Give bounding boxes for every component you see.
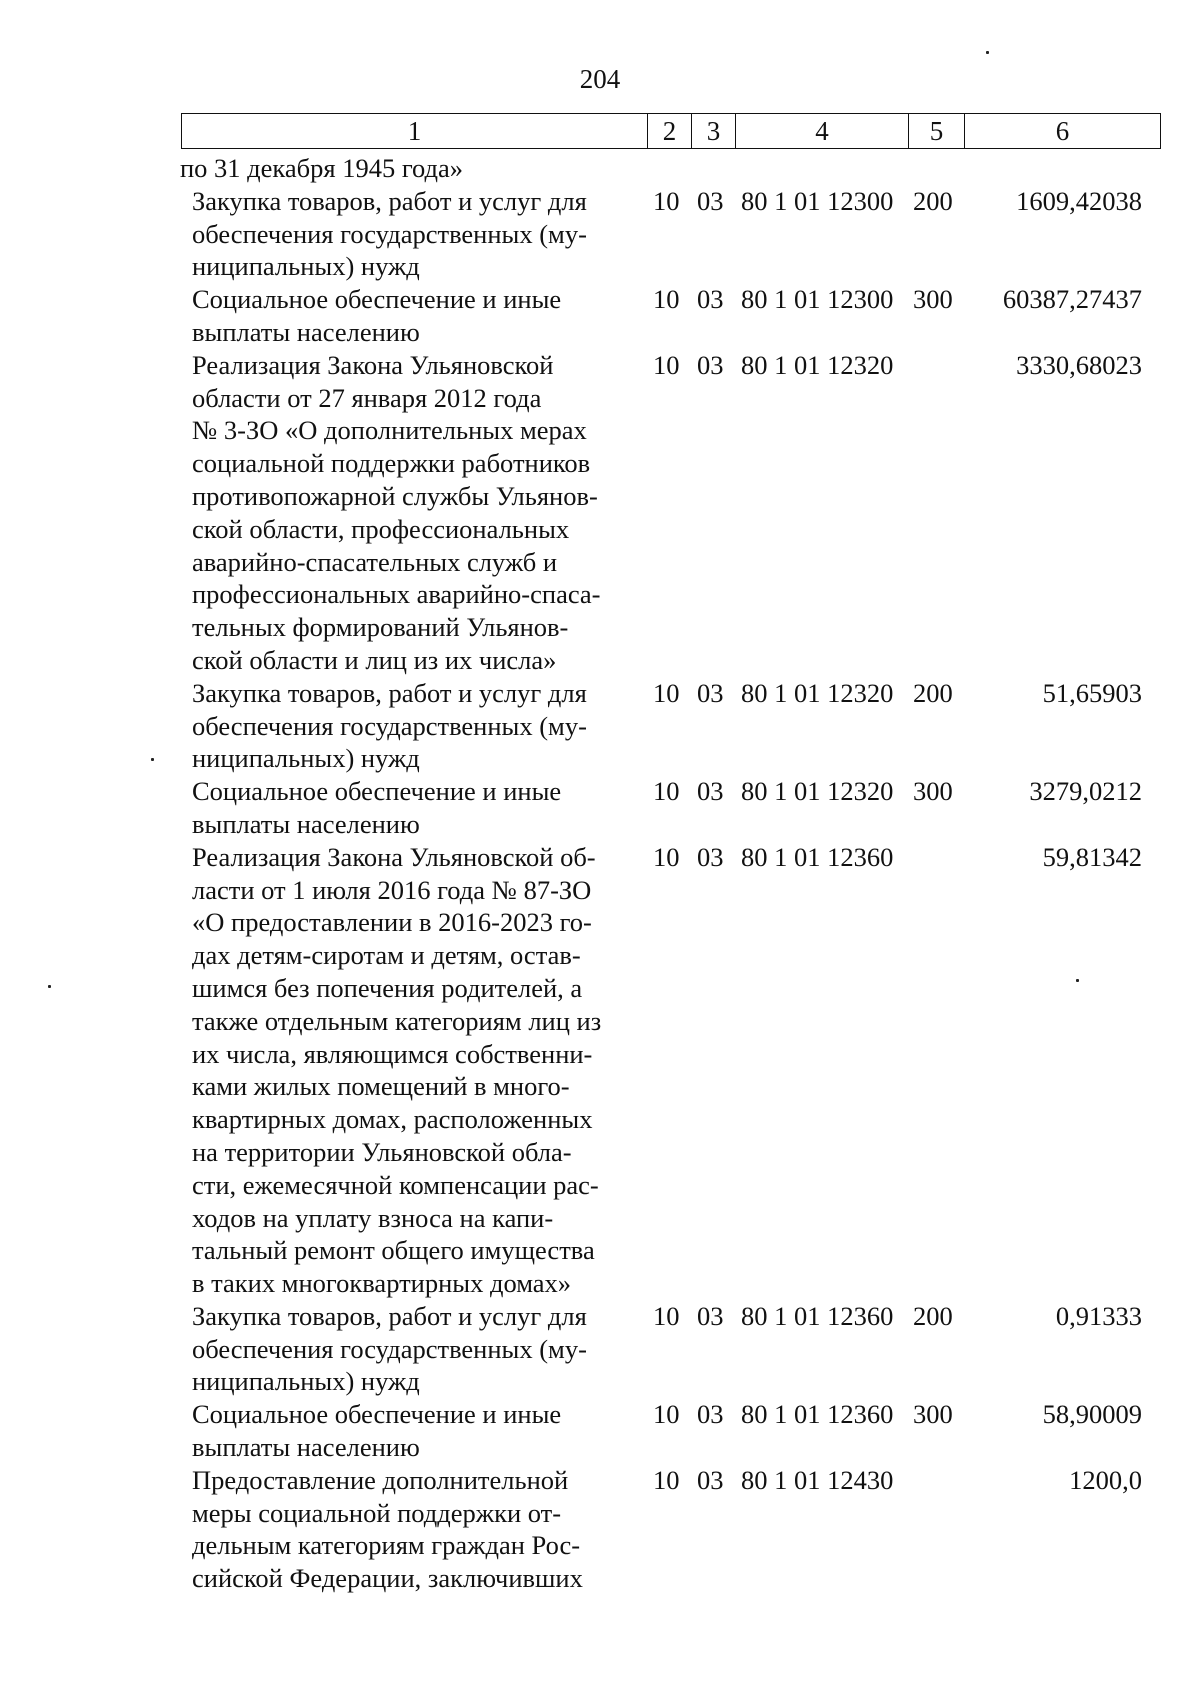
amount: 1200,0 [1069,1464,1142,1495]
row-description: Реализация Закона Ульяновской области от 27 января 2012 года № 3-ЗО «О дополнительных мерах социальной поддержки работников противопожарной службы Ульянов- ской области, профессиональных аварийно-спасательных служб и профессиональных аварийно-спаса- тельных формирований Ульянов- ской области и лиц из их числа» [192,349,601,675]
row-description: Социальное обеспечение и иные выплаты населению [192,1399,562,1463]
section-code: 10 [653,841,680,872]
scan-speck [48,985,51,988]
amount: 58,90009 [1042,1399,1142,1430]
target-article-code: 80 1 01 12320 [741,776,894,807]
section-code: 10 [653,284,680,315]
section-code: 10 [653,1300,680,1331]
column-number-row [182,114,1161,149]
row-description: Социальное обеспечение и иные выплаты населению [192,284,562,347]
subsection-code: 03 [697,841,724,872]
section-code: 10 [653,1464,680,1495]
amount: 60387,27437 [1002,284,1142,315]
table-row [0,1464,1200,1595]
section-code: 10 [653,1399,680,1430]
column-header-4: 4 [736,114,909,149]
subsection-code: 03 [697,185,724,216]
table-row [0,1300,1200,1398]
table-row [0,677,1200,775]
page-number: 204 [579,64,621,94]
row-description: по 31 декабря 1945 года» [180,153,464,183]
row-description: Закупка товаров, работ и услуг для обеспечения государственных (му- ниципальных) нужд [192,677,587,774]
column-header-2: 2 [648,114,692,149]
subsection-code: 03 [697,677,724,708]
section-code: 10 [653,677,680,708]
target-article-code: 80 1 01 12360 [741,1300,894,1331]
subsection-code: 03 [697,349,724,380]
amount: 51,65903 [1042,677,1142,708]
target-article-code: 80 1 01 12360 [741,841,894,872]
column-header-5: 5 [909,114,965,149]
amount: 1609,42038 [1016,185,1142,216]
subsection-code: 03 [697,1464,724,1495]
table-row [0,1398,1200,1464]
table-row [0,152,1200,185]
table-header [181,113,1161,149]
expense-type-code: 200 [913,677,953,708]
section-code: 10 [653,776,680,807]
scan-speck [1076,979,1079,982]
section-code: 10 [653,349,680,380]
subsection-code: 03 [697,776,724,807]
row-description: Закупка товаров, работ и услуг для обеспечения государственных (му- ниципальных) нужд [192,1300,587,1397]
subsection-code: 03 [697,1399,724,1430]
table-body [0,152,1200,1595]
target-article-code: 80 1 01 12430 [741,1464,894,1495]
target-article-code: 80 1 01 12300 [741,185,894,216]
scan-speck [986,51,989,54]
target-article-code: 80 1 01 12320 [741,349,894,380]
expense-type-code: 200 [913,185,953,216]
column-header-1: 1 [182,114,648,149]
target-article-code: 80 1 01 12360 [741,1399,894,1430]
amount: 0,91333 [1055,1300,1142,1331]
amount: 3330,68023 [1016,349,1142,380]
table-row [0,283,1200,349]
row-description: Реализация Закона Ульяновской об- ласти от 1 июля 2016 года № 87-ЗО «О предоставлении в 2016-2023 го- дах детям-сиротам и детям, остав- шимся без попечения родителей, а также отдельным категориям лиц из их числа, являющимся собственни- ками жилых помещений в много- квартирных домах, расположенных на территории Ульяновской обла- сти, ежемесячной компенсации рас- ходов на уплату взноса на капи- тальный ремонт общего имущества в таких многоквартирных домах» [192,841,602,1299]
target-article-code: 80 1 01 12300 [741,284,894,315]
expense-type-code: 200 [913,1300,953,1331]
expense-type-code: 300 [913,284,953,315]
column-header-6: 6 [965,114,1161,149]
subsection-code: 03 [697,284,724,315]
table-row [0,185,1200,283]
expense-type-code: 300 [913,776,953,807]
table-row [0,841,1200,1300]
scan-speck [151,758,154,761]
row-description: Предоставление дополнительной меры социальной поддержки от- дельным категориям граждан Рос- сийской Федерации, заключивших [192,1464,583,1594]
subsection-code: 03 [697,1300,724,1331]
amount: 3279,0212 [1029,776,1142,807]
section-code: 10 [653,185,680,216]
expense-type-code: 300 [913,1399,953,1430]
amount: 59,81342 [1042,841,1142,872]
table-row [0,349,1200,677]
row-description: Социальное обеспечение и иные выплаты населению [192,776,562,839]
column-header-3: 3 [692,114,736,149]
target-article-code: 80 1 01 12320 [741,677,894,708]
row-description: Закупка товаров, работ и услуг для обеспечения государственных (му- ниципальных) нужд [192,185,587,282]
table-row [0,775,1200,841]
